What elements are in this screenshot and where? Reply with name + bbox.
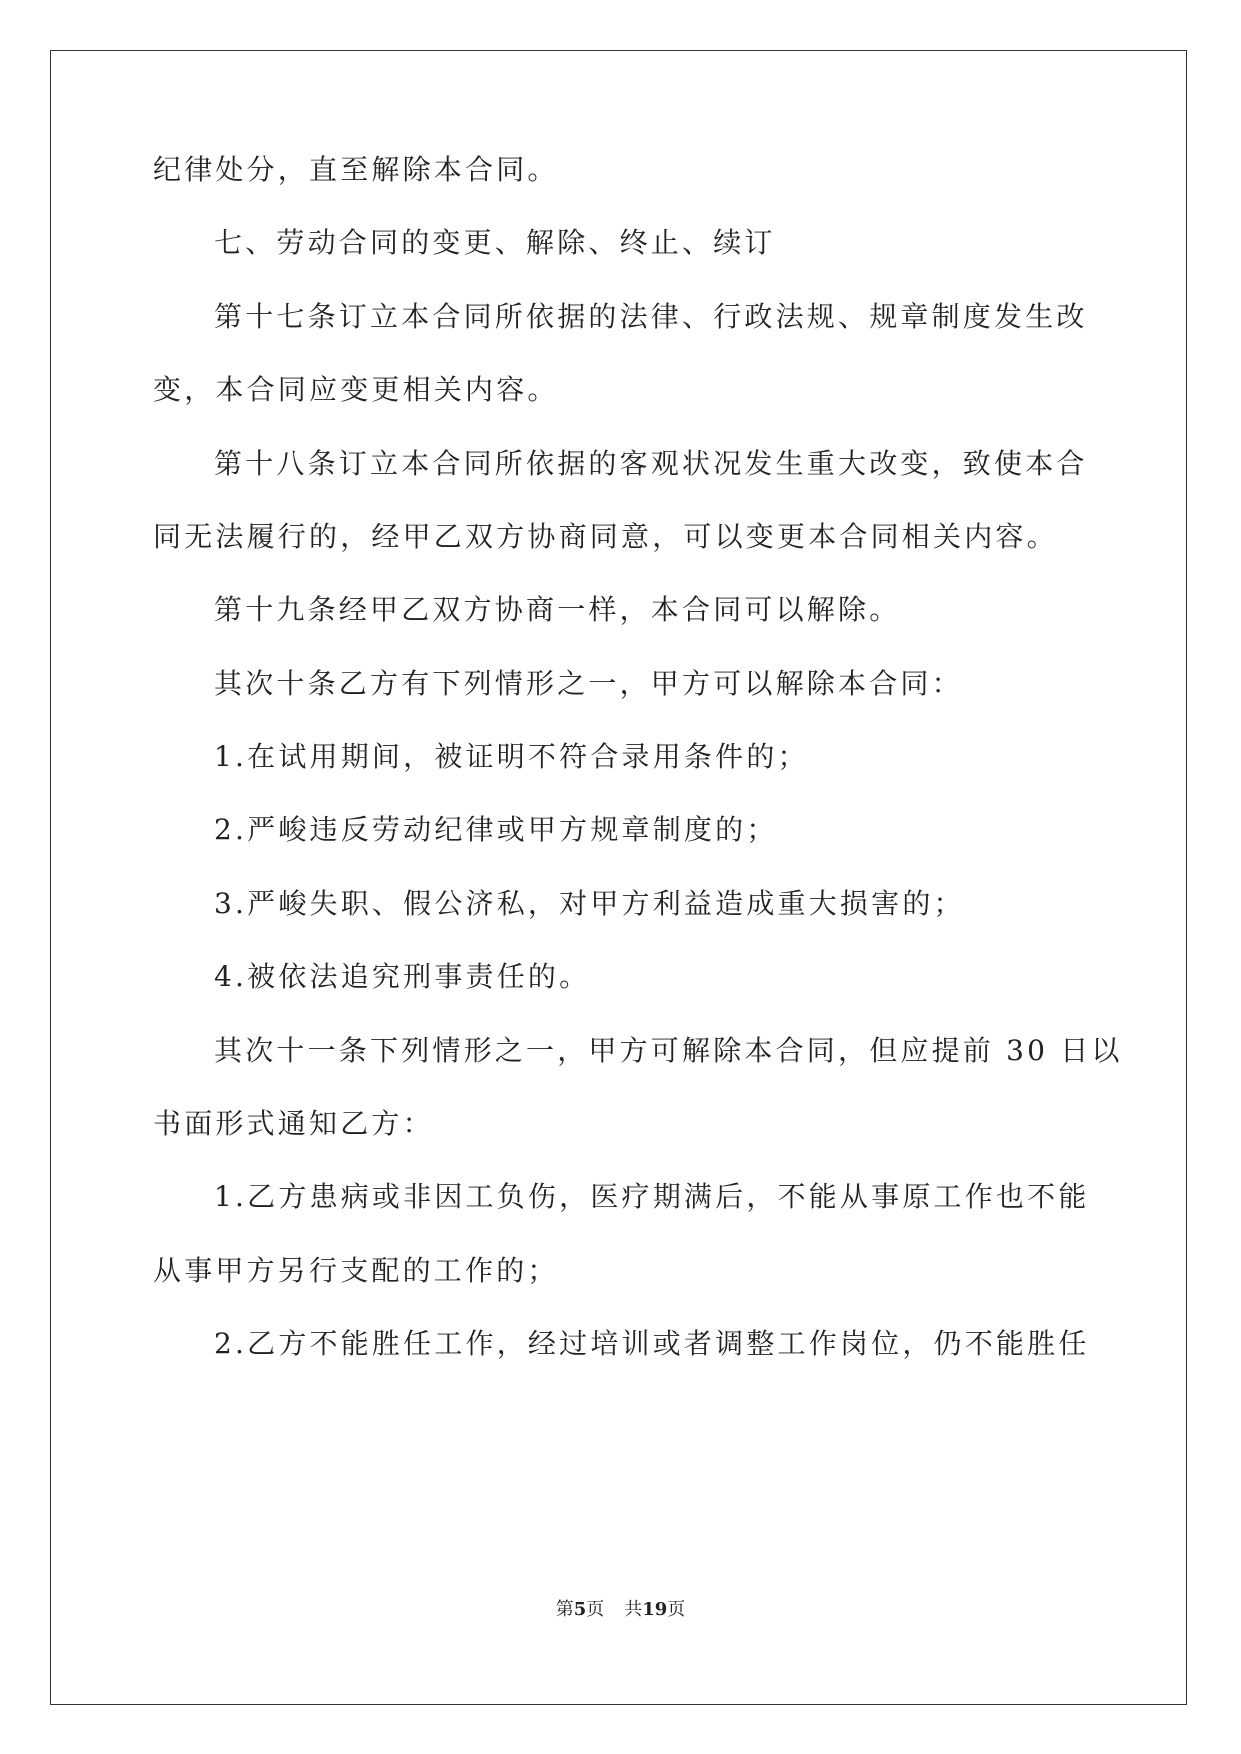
- list-item: 3.严峻失职、假公济私，对甲方利益造成重大损害的；: [214, 887, 965, 920]
- page-number: 5: [573, 1599, 587, 1620]
- list-item: 4.被依法追究刑事责任的。: [214, 960, 591, 993]
- text-line: 其次十一条下列情形之一，甲方可解除本合同，但应提前 30 日以: [214, 1034, 1123, 1067]
- list-item: 1.乙方患病或非因工负伤，医疗期满后，不能从事原工作也不能: [214, 1180, 1090, 1213]
- text-line: 书面形式通知乙方：: [153, 1107, 434, 1140]
- text-line: 第十八条订立本合同所依据的客观状况发生重大改变，致使本合: [214, 447, 1088, 480]
- list-item: 2.乙方不能胜任工作，经过培训或者调整工作岗位，仍不能胜任: [214, 1327, 1090, 1360]
- text-line: 第十九条经甲乙双方协商一样，本合同可以解除。: [214, 593, 901, 626]
- list-item: 1.在试用期间，被证明不符合录用条件的；: [214, 740, 809, 773]
- text-line: 从事甲方另行支配的工作的；: [153, 1254, 559, 1287]
- total-label-prefix: 共: [624, 1599, 643, 1620]
- text-line: 同无法履行的，经甲乙双方协商同意，可以变更本合同相关内容。: [153, 520, 1058, 553]
- text-line: 纪律处分，直至解除本合同。: [153, 153, 559, 186]
- total-pages: 19: [642, 1599, 668, 1620]
- page-label-prefix: 第: [555, 1599, 574, 1620]
- page-footer: [0, 1598, 1241, 1622]
- list-item: 2.严峻违反劳动纪律或甲方规章制度的；: [214, 813, 778, 846]
- text-line: 第十七条订立本合同所依据的法律、行政法规、规章制度发生改: [214, 300, 1088, 333]
- text-line: 其次十条乙方有下列情形之一，甲方可以解除本合同：: [214, 667, 963, 700]
- text-line: 变，本合同应变更相关内容。: [153, 373, 559, 406]
- page-label-suffix: 页: [586, 1599, 605, 1620]
- total-label-suffix: 页: [667, 1599, 686, 1620]
- section-heading: 七、劳动合同的变更、解除、终止、续订: [214, 226, 776, 259]
